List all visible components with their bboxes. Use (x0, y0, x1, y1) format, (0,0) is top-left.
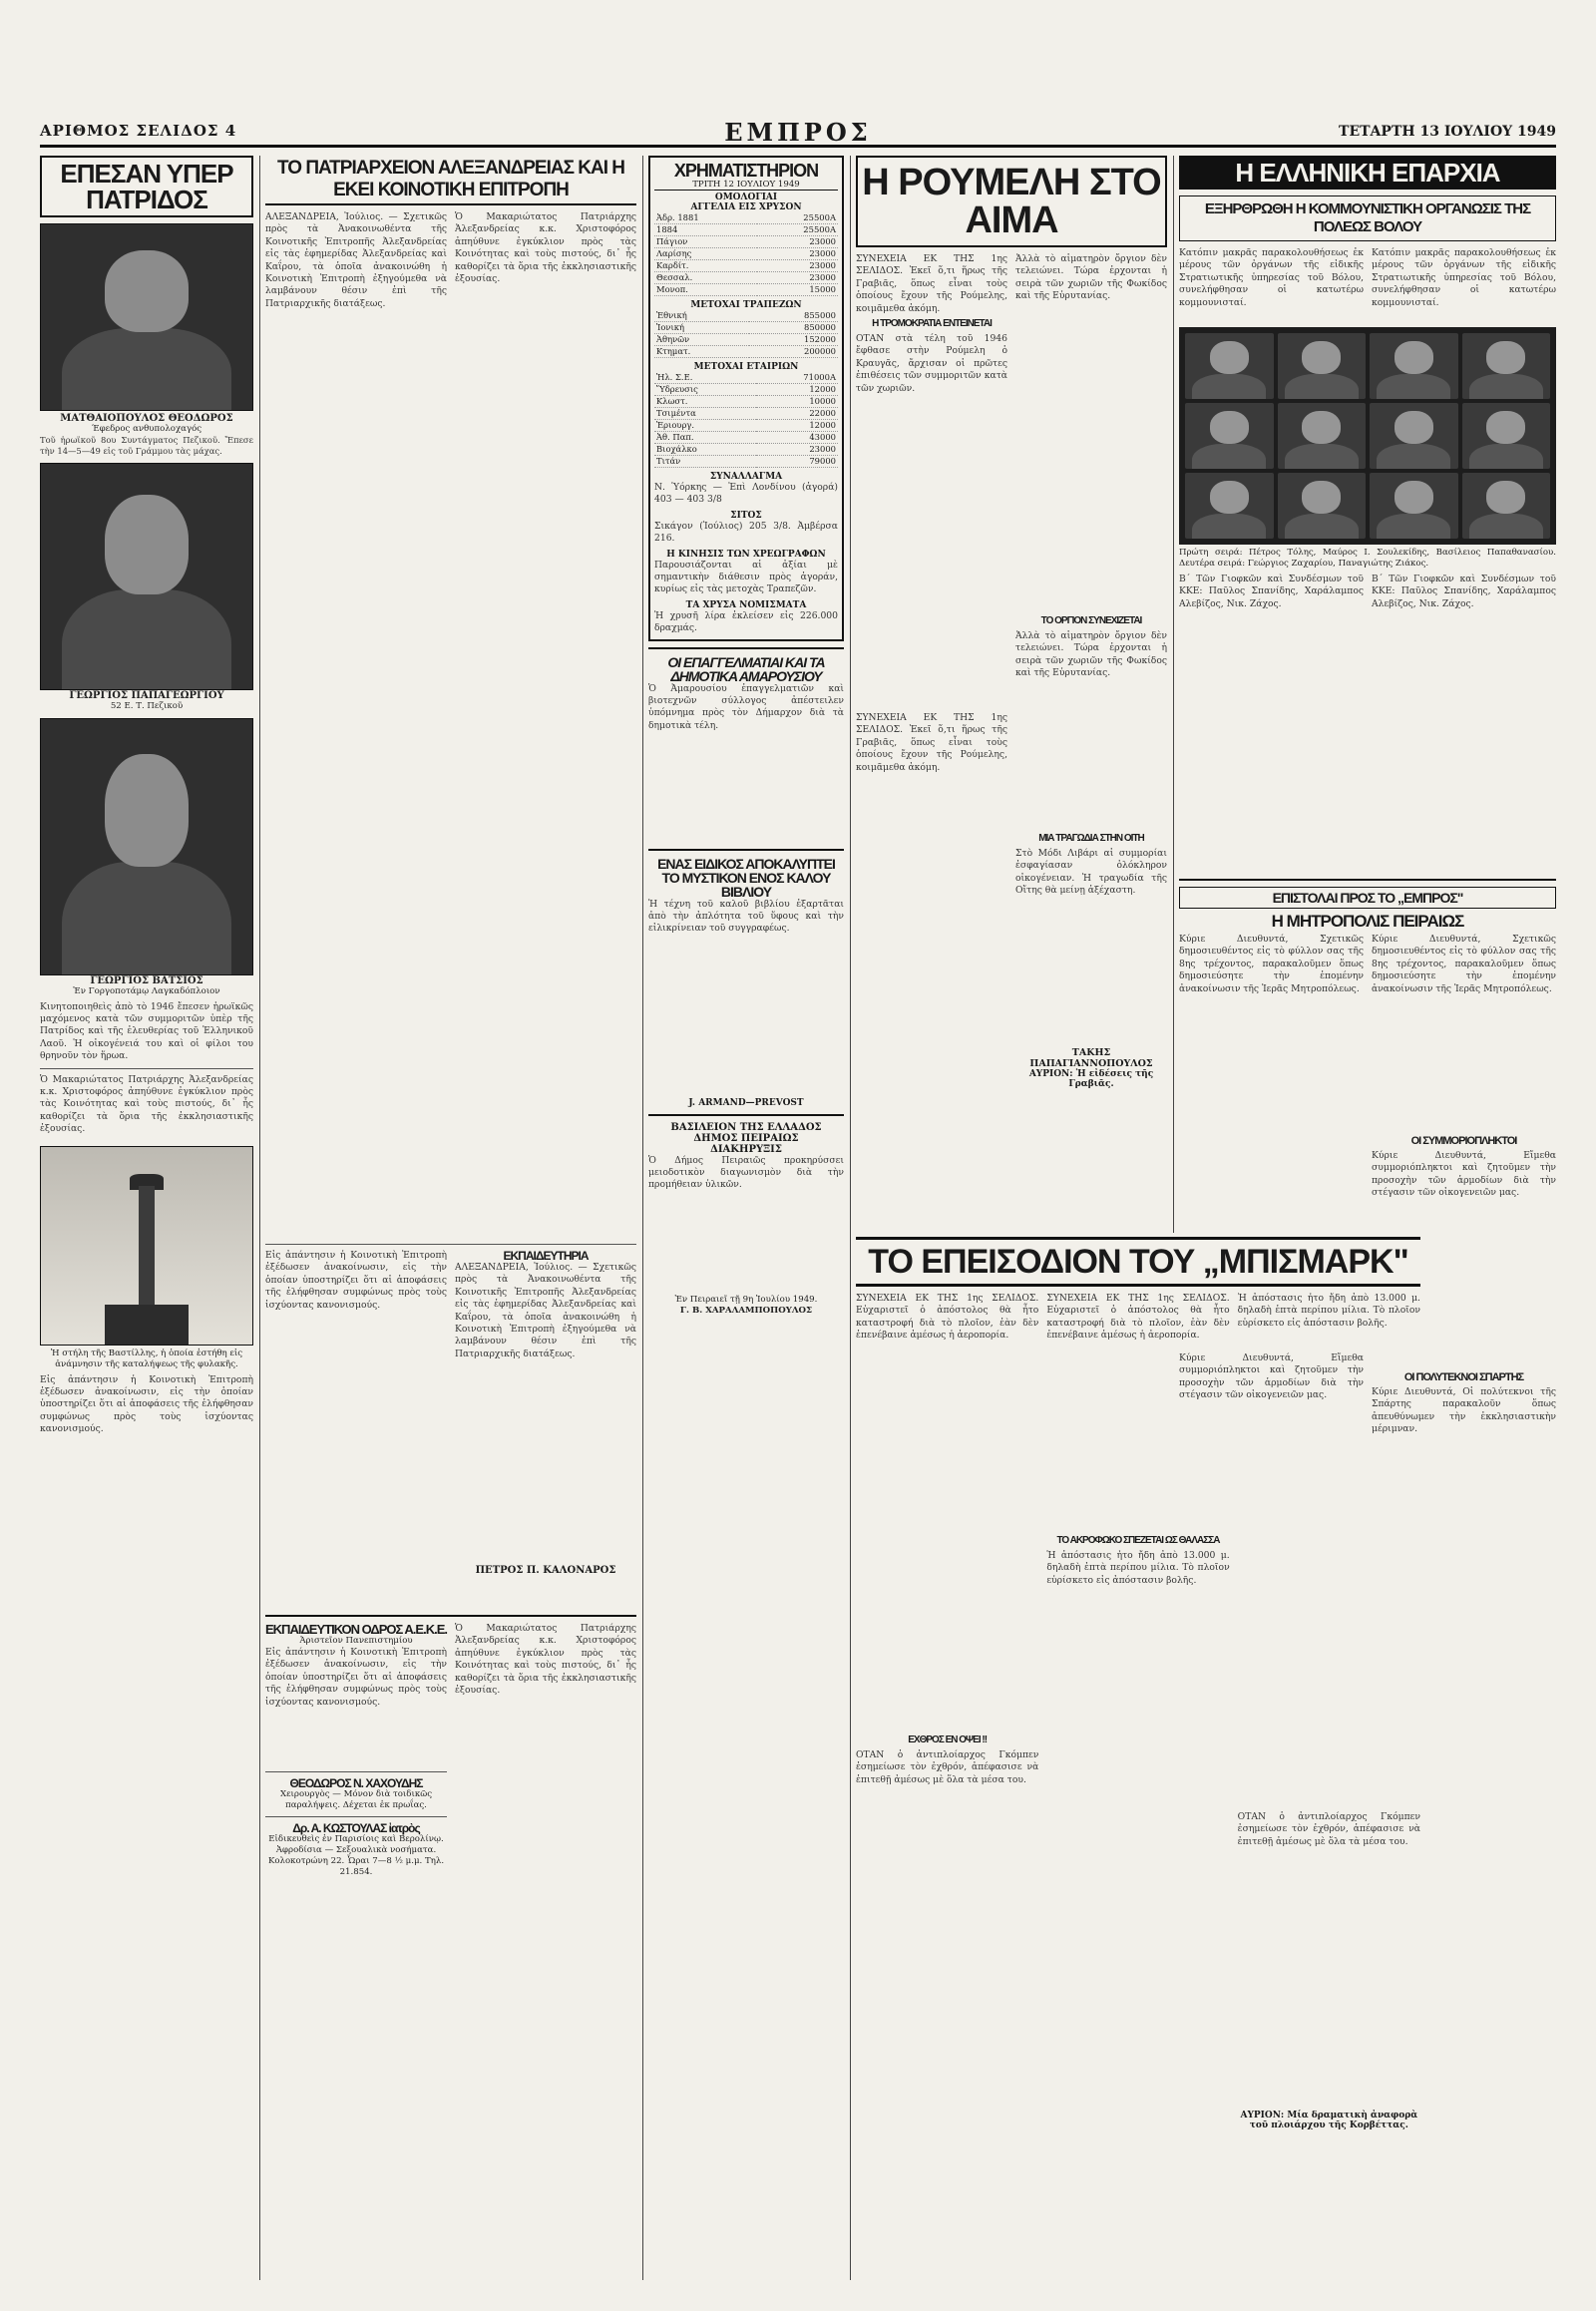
bismarck-body-2: Ἡ ἀπόστασις ἦτο ἤδη ἀπὸ 13.000 μ. δηλαδὴ ἑπτὰ περίπου μίλια. Τὸ πλοῖον εὑρίσκετο εἰς ἀπόστασιν βολῆς. (1046, 1550, 1230, 1586)
arrested-photos-caption: Πρώτη σειρά: Πέτρος Τόλης, Μαύρος Ι. Σουλεκίδης, Βασίλειος Παπαθανασίου. Δευτέρα σειρά: Γεώργιος Ζαχαρίου, Παναγιώτης Ζιάκος. (1179, 548, 1556, 569)
market-row (654, 408, 838, 420)
ad-surgeon-text: Χειρουργὸς — Μόνον διὰ τοιδικῶς παραλήψεις. Δέχεται ἐκ πρωΐας. (279, 1789, 433, 1810)
market-row-value: 71000Α (756, 372, 838, 384)
patriarchate-headline: ΤΟ ΠΑΤΡΙΑΡΧΕΙΟΝ ΑΛΕΞΑΝΔΡΕΙΑΣ ΚΑΙ Η ΕΚΕΙ ΚΟΙΝΟΤΙΚΗ ΕΠΙΤΡΟΠΗ (265, 156, 636, 205)
patriarchate-body-4: Ὁ Μακαριώτατος Πατριάρχης Ἀλεξανδρείας κ.κ. Χριστοφόρος ἀπηύθυνε ἐγκύκλιον πρὸς τὰς Κοινότητας καὶ τοὺς πιστούς, δι᾽ ἧς καθορίζει τὰ ὅρια τῆς ἐκκλησιαστικῆς ἐξουσίας. (455, 1623, 636, 1697)
rumeli-sub-1: Η ΤΡΟΜΟΚΡΑΤΙΑ ΕΝΤΕΙΝΕΤΑΙ (872, 318, 992, 330)
professionals-headline: ΟΙ ΕΠΑΓΓΕΛΜΑΤΙΑΙ ΚΑΙ ΤΑ ΔΗΜΟΤΙΚΑ ΑΜΑΡΟΥΣΙΟΥ (667, 653, 825, 684)
letter-3-body: Κύριε Διευθυντά, Οἱ πολύτεκνοι τῆς Σπάρτης παρακαλοῦν ὅπως ἀπευθύνωμεν τὴν ἐκκλησιαστικὴν μέριμναν. (1372, 1386, 1556, 1435)
market-row (654, 248, 838, 260)
market-row-label: Ἀδρ. 1881 (654, 212, 757, 224)
hero-1-rank: Έφεδρος ανθυπολοχαγός (91, 424, 202, 434)
ad-school-title: ΕΚΠΑΙΔΕΥΤΙΚΟΝ ΟΔΡΟΣ Α.Ε.Κ.Ε. (265, 1622, 447, 1637)
province-headline: Η ΕΛΛΗΝΙΚΗ ΕΠΑΡΧΙΑ (1179, 156, 1556, 190)
market-row (654, 432, 838, 444)
letter-1-headline: Η ΜΗΤΡΟΠΟΛΙΣ ΠΕΙΡΑΙΩΣ (1271, 912, 1464, 931)
market-row-value: 25500Α (757, 224, 838, 236)
company-shares-table (654, 372, 838, 468)
bastille-text: Ὁ Μακαριώτατος Πατριάρχης Ἀλεξανδρείας κ.κ. Χριστοφόρος ἀπηύθυνε ἐγκύκλιον πρὸς τὰς Κοινότητας καὶ τοὺς πιστούς, δι᾽ ἧς καθορίζει τὰ ὅρια τῆς ἐκκλησιαστικῆς ἐξουσίας. (40, 1073, 253, 1135)
bastille-text-2: Εἰς ἀπάντησιν ἡ Κοινοτικὴ Ἐπιτροπὴ ἐξέδωσεν ἀνακοίνωσιν, εἰς τὴν ὁποίαν ὑποστηρίζει ὅτι αἱ ἀποφάσεις τῆς ἐλήφθησαν συμφώνως πρὸς τοὺς ἰσχύοντας κανονισμούς. (40, 1373, 253, 1435)
exchange-rate: Ν. Ὑόρκης — Ἐπὶ Λονδίνου (ἀγορά) 403 — 403 3/8 (654, 482, 838, 506)
rumeli-body-2b: ΣΥΝΕΧΕΙΑ ΕΚ ΤΗΣ 1ης ΣΕΛΙΔΟΣ. Ἐκεῖ ὅ,τι ἥρως τῆς Γραβιᾶς, ὅπως εἶναι τοὺς ὁποίους ἔχουν τῆς Ρούμελης, κοιμᾶμεθα ἀκόμη. (856, 712, 1007, 773)
arrested-photos (1179, 327, 1556, 545)
municipality-body: Ὁ Δήμος Πειραιῶς προκηρύσσει μειοδοτικὸν διαγωνισμὸν διὰ τὴν προμήθειαν ὑλικῶν. (648, 1154, 844, 1191)
market-row (654, 384, 838, 396)
book-body: Ἡ τέχνη τοῦ καλοῦ βιβλίου ἐξαρτᾶται ἀπὸ τὴν ἀπλότητα τοῦ ὕφους καὶ τὴν εἰλικρίνειαν τοῦ συγγραφέως. (648, 898, 844, 935)
market-row (654, 236, 838, 248)
market-row-value: 15000 (757, 284, 838, 296)
municipality-date: Ἐν Πειραιεῖ τῇ 9η Ἰουλίου 1949. (674, 1294, 818, 1305)
province-subhead: ΕΞΗΡΘΡΩΘΗ Η ΚΟΜΜΟΥΝΙΣΤΙΚΗ ΟΡΓΑΝΩΣΙΣ ΤΗΣ ΠΟΛΕΩΣ ΒΟΛΟΥ (1179, 195, 1556, 241)
hero-3-rank: Ἐν Γοργοποτάμῳ Λαγκαδόπλοιον (73, 985, 220, 996)
bismarck-body-1b: ΣΥΝΕΧΕΙΑ ΕΚ ΤΗΣ 1ης ΣΕΛΙΔΟΣ. Εὐχαριστεῖ ὁ ἀπόστολος θὰ ἦτο καταστροφή διὰ τὸ πλοῖον, ἐὰν δὲν ἐπενέβαινε ἀμέσως ἡ ἀεροπορία. (1046, 1293, 1230, 1342)
market-row-label: Ἐθνική (654, 310, 749, 322)
hero-2-rank: 52 Ε. Τ. Πεζικοῦ (110, 700, 184, 711)
market-row-value: 23000 (756, 444, 838, 456)
market-row-value: 850000 (749, 322, 838, 334)
market-row-value: 23000 (757, 236, 838, 248)
bismarck-body-1: ΣΥΝΕΧΕΙΑ ΕΚ ΤΗΣ 1ης ΣΕΛΙΔΟΣ. Εὐχαριστεῖ ὁ ἀπόστολος θὰ ἦτο καταστροφή διὰ τὸ πλοῖον, ἐὰν δὲν ἐπενέβαινε ἀμέσως ἡ ἀεροπορία. (856, 1293, 1039, 1342)
hero-1-text: Τοῦ ἡρωϊκοῦ 8ου Συντάγματος Πεζικοῦ. Ἔπεσε τὴν 14—5—49 εἰς τοῦ Γράμμου τὰς μάχας. (40, 435, 253, 456)
rumeli-body-4: Στὸ Μόδι Λιβάρι αἱ συμμορίαι ἐσφαγίασαν ὁλόκληρον οἰκογένειαν. Ἡ τραγωδία τῆς Οἴτης θὰ μείνῃ ἀξέχαστη. (1015, 848, 1167, 897)
hero-photo-2 (40, 463, 253, 690)
market-row-value: 12000 (756, 384, 838, 396)
professionals-body: Ὁ Ἀμαρουσίου ἐπαγγελματιῶν καὶ βιοτεχνῶν σύλλογος ἀπέστειλεν ὑπόμνημα πρὸς τὸν Δήμαρχον διὰ τὰ δημοτικὰ τέλη. (648, 682, 844, 731)
market-row (654, 260, 838, 272)
gold-loans-heading: ΑΓΓΕΛΙΑ ΕΙΣ ΧΡΥΣΟΝ (690, 202, 802, 212)
province-body-2: Β΄ Τῶν Γιοφκῶν καὶ Συνδέσμων τοῦ ΚΚΕ: Παῦλος Σπανίδης, Χαράλαμπος Αλεβίζος, Νικ. Ζάχος. (1179, 574, 1364, 609)
heroes-body: Κινητοποιηθεὶς ἀπὸ τὸ 1946 ἔπεσεν ἡρωϊκῶς μαχόμενος κατὰ τῶν συμμοριτῶν ὑπὲρ τῆς Πατρίδος καὶ τῆς ἐλευθερίας τοῦ Ἑλληνικοῦ Λαοῦ. Ἡ οἰκογένειά του καὶ οἱ φίλοι του θρηνοῦν τὸν ἥρωα. (40, 1000, 253, 1062)
column-market (648, 156, 844, 2280)
market-row (654, 224, 838, 236)
paper-name: ΕΜΠΡΟΣ (724, 118, 872, 147)
market-row-label: Λαρίσης (654, 248, 757, 260)
bonds-heading: ΟΜΟΛΟΓΙΑΙ (714, 193, 778, 202)
market-row-label: Βιοχάλκο (654, 444, 756, 456)
column-heroes (40, 156, 253, 2280)
bank-shares-table (654, 310, 838, 358)
letter-2-body: Κύριε Διευθυντά, Εἴμεθα συμμοριόπληκτοι καὶ ζητοῦμεν τὴν προσοχὴν τῶν ἁρμοδίων διὰ τὴν στέγασιν τῶν οἰκογενειῶν μας. (1372, 1150, 1556, 1199)
letter-3-headline: ΟΙ ΠΟΛΥΤΕΚΝΟΙ ΣΠΑΡΤΗΣ (1403, 1371, 1524, 1383)
market-row-value: 152000 (749, 334, 838, 346)
gold-coins-text: Ἡ χρυσῆ λίρα ἐκλείσεν εἰς 226.000 δραχμάς. (654, 609, 838, 634)
hero-3-name: ΓΕΩΡΓΙΟΣ ΒΑΤΣΙΟΣ (90, 974, 203, 986)
province-body-2b: Β΄ Τῶν Γιοφκῶν καὶ Συνδέσμων τοῦ ΚΚΕ: Παῦλος Σπανίδης, Χαράλαμπος Αλεβίζος, Νικ. Ζάχος. (1372, 574, 1556, 609)
market-row-label: Κλωστ. (654, 396, 756, 408)
hero-1-name: ΜΑΤΘΑΙΟΠΟΥΛΟΣ ΘΕΟΔΩΡΟΣ (60, 413, 233, 424)
market-row-label: Ἰονική (654, 322, 749, 334)
stock-exchange-title: ΧΡΗΜΑΤΙΣΤΗΡΙΟΝ (673, 161, 819, 181)
gold-coins-heading: ΤΑ ΧΡΥΣΑ ΝΟΜΙΣΜΑΤΑ (685, 599, 807, 610)
education-subhead: ΕΚΠΑΙΔΕΥΤΗΡΙΑ (503, 1249, 589, 1263)
rumeli-body-3b: Ἀλλὰ τὸ αἱματηρὸν ὄργιον δὲν τελειώνει. Τώρα ἐρχονται ἡ σειρὰ τῶν χωριῶν τῆς Φωκίδος καὶ τῆς Εὐρυτανίας. (1015, 630, 1167, 679)
bastille-monument-image (40, 1146, 253, 1346)
market-row (654, 212, 838, 224)
bismarck-body-3b: ΟΤΑΝ ὁ ἀντιπλοίαρχος Γκόμπεν ἐσημείωσε τὸν ἐχθρόν, ἀπέφασισε νὰ ἐπιτεθῇ ἀμέσως μὲ ὅλα τὰ μέσα του. (1237, 1811, 1420, 1847)
column-province (1179, 156, 1556, 2280)
market-row (654, 456, 838, 468)
wheat-heading: ΣΙΤΟΣ (730, 510, 762, 521)
market-row-label: Ὕδρευσις (654, 384, 756, 396)
kingdom-label: ΒΑΣΙΛΕΙΟΝ ΤΗΣ ΕΛΛΑΔΟΣ (670, 1121, 822, 1133)
letter-2-headline: ΟΙ ΣΥΜΜΟΡΙΟΠΛΗΚΤΟΙ (1410, 1135, 1517, 1147)
province-body-1b: Κατόπιν μακρᾶς παρακολουθήσεως ἐκ μέρους τῶν ὀργάνων τῆς εἰδικῆς Στρατιωτικῆς ὑπηρεσίας τοῦ Βόλου, συνελήφθησαν οἱ κατωτέρω κομμουνισταί. (1372, 247, 1556, 308)
patriarchate-body-3: Εἰς ἀπάντησιν ἡ Κοινοτικὴ Ἐπιτροπὴ ἐξέδωσεν ἀνακοίνωσιν, εἰς τὴν ὁποίαν ὑποστηρίζει ὅτι αἱ ἀποφάσεις τῆς ἐλήφθησαν συμφώνως πρὸς τοὺς ἰσχύοντας κανονισμούς. (265, 1250, 447, 1311)
bismarck-headline: ΤΟ ΕΠΕΙΣΟΔΙΟΝ ΤΟΥ „ΜΠΙΣΜΑΡΚ" (856, 1237, 1420, 1287)
letters-box-title: ΕΠΙΣΤΟΛΑΙ ΠΡΟΣ ΤΟ „ΕΜΠΡΟΣ" (1179, 887, 1556, 909)
rumeli-body-2: ΟΤΑΝ στὰ τέλη τοῦ 1946 ἔφθασε στὴν Ρούμελη ὁ Κραυγᾶς, ἄρχισαν οἱ πρῶτες ἐπιθέσεις τῶν συμμοριτῶν κατὰ τῶν χωριῶν. (856, 333, 1007, 394)
bank-shares-heading: ΜΕΤΟΧΑΙ ΤΡΑΠΕΖΩΝ (690, 300, 802, 310)
market-row-label: Ἐριουργ. (654, 420, 756, 432)
ad-surgeon-title: ΘΕΟΔΩΡΟΣ Ν. ΧΑΧΟΥΔΗΣ (289, 1776, 423, 1790)
market-row-label: Μονοπ. (654, 284, 757, 296)
rumeli-body-3: Ἀλλὰ τὸ αἱματηρὸν ὄργιον δὲν τελειώνει. Τώρα ἐρχονται ἡ σειρὰ τῶν χωριῶν τῆς Φωκίδος καὶ τῆς Εὐρυτανίας. (1015, 253, 1167, 302)
hero-photo-3 (40, 718, 253, 975)
market-row-label: Τσιμέντα (654, 408, 756, 420)
stock-exchange-date: ΤΡΙΤΗ 12 ΙΟΥΛΙΟΥ 1949 (654, 180, 838, 191)
hero-photo-1 (40, 223, 253, 411)
monument-caption: Ἡ στήλη τῆς Βαστίλλης, ἡ ὁποία ἐστήθη εἰς ἀνάμνησιν τῆς καταλήψεως τῆς φυλακῆς. (50, 1348, 243, 1369)
market-row-label: Ἀθ. Παπ. (654, 432, 756, 444)
letter-1-body: Κύριε Διευθυντά, Σχετικῶς δημοσιευθέντος εἰς τὸ φύλλον σας τῆς 8ης τρέχοντος, παρακαλοῦμεν ὅπως δημοσιεύσητε τὴν ἐπομένην ἀνακοίνωσιν τῆς Ἱερᾶς Μητροπόλεως. (1179, 934, 1364, 994)
market-row (654, 444, 838, 456)
market-row-label: Ἀθηνῶν (654, 334, 749, 346)
book-headline: ΕΝΑΣ ΕΙΔΙΚΟΣ ΑΠΟΚΑΛΥΠΤΕΙ ΤΟ ΜΥΣΤΙΚΟΝ ΕΝΟΣ ΚΑΛΟΥ ΒΙΒΛΙΟΥ (657, 855, 835, 900)
exchange-heading: ΣΥΝΑΛΛΑΓΜΑ (709, 472, 783, 482)
market-row (654, 396, 838, 408)
market-row-value: 43000 (756, 432, 838, 444)
market-row (654, 322, 838, 334)
rumeli-body-1: ΣΥΝΕΧΕΙΑ ΕΚ ΤΗΣ 1ης ΣΕΛΙΔΟΣ. Ἐκεῖ ὅ,τι ἥρως τῆς Γραβιᾶς, ὅπως εἶναι τοὺς ὁποίους ἔχουν τῆς Ρούμελης, κοιμᾶμεθα ἀκόμη. (856, 253, 1007, 314)
market-row-label: 1884 (654, 224, 757, 236)
market-row-label: Τιτάν (654, 456, 756, 468)
education-body: ΑΛΕΞΑΝΔΡΕΙΑ, Ἰούλιος. — Σχετικῶς πρὸς τὰ Ἀνακοινωθέντα τῆς Κοινοτικῆς Ἐπιτροπῆς Ἀλεξανδρείας εἰς τὰς ἐφημερίδας Ἀλεξανδρείας καὶ Καΐρου, τὰ ὁποῖα ἀνακοινώθη ἡ Κοινοτικὴ Ἐπιτροπὴ ἐξηγούμεθα νὰ λαμβάνουν θέσιν ἐπὶ τῆς Πατριαρχικῆς διατάξεως. (455, 1262, 636, 1359)
rumeli-sub-2: ΤΟ ΟΡΓΙΟΝ ΣΥΝΕΧΙΖΕΤΑΙ (1040, 615, 1142, 626)
company-shares-heading: ΜΕΤΟΧΑΙ ΕΤΑΙΡΙΩΝ (693, 362, 799, 372)
market-row-value: 10000 (756, 396, 838, 408)
column-patriarchate (265, 156, 636, 2280)
market-row (654, 346, 838, 358)
page-label: ΑΡΙΘΜΟΣ ΣΕΛΙΔΟΣ 4 (40, 122, 237, 140)
securities-text: Παρουσιάζονται αἱ ἀξίαι μὲ σημαντικὴν διάθεσιν πρὸς ἀγοράν, κυρίως εἰς τὰς μετοχὰς Τραπεζῶν. (654, 559, 838, 595)
market-row-value: 200000 (749, 346, 838, 358)
letter-1-body-c: Κύριε Διευθυντά, Σχετικῶς δημοσιευθέντος εἰς τὸ φύλλον σας τῆς 8ης τρέχοντος, παρακαλοῦμεν ὅπως δημοσιεύσητε τὴν ἐπομένην ἀνακοίνωσιν τῆς Ἱερᾶς Μητροπόλεως. (1372, 934, 1556, 994)
market-row-value: 855000 (749, 310, 838, 322)
heroes-headline: ΕΠΕΣΑΝ ΥΠΕΡ ΠΑΤΡΙΔΟΣ (40, 156, 253, 217)
patriarchate-body-1: ΑΛΕΞΑΝΔΡΕΙΑ, Ἰούλιος. — Σχετικῶς πρὸς τὰ Ἀνακοινωθέντα τῆς Κοινοτικῆς Ἐπιτροπῆς Ἀλεξανδρείας εἰς τὰς ἐφημερίδας Ἀλεξανδρείας καὶ Καΐρου, τὰ ὁποῖα ἀνακοινώθη ἡ Κοινοτικὴ Ἐπιτροπὴ ἐξηγούμεθα νὰ λαμβάνουν θέσιν ἐπὶ τῆς Πατριαρχικῆς διατάξεως. (265, 211, 447, 309)
market-row (654, 284, 838, 296)
rumeli-next: ΑΥΡΙΟΝ: Ἡ εἰδέσεις τῆς Γραβιᾶς. (1028, 1069, 1154, 1089)
market-row-value: 25500Α (757, 212, 838, 224)
market-row (654, 272, 838, 284)
book-byline: J. ARMAND—PREVOST (688, 1097, 804, 1108)
hero-2-name: ΓΕΩΡΓΙΟΣ ΠΑΠΑΓΕΩΡΓΙΟΥ (69, 689, 224, 701)
letter-1-body-b: Κύριε Διευθυντά, Εἴμεθα συμμοριόπληκτοι καὶ ζητοῦμεν τὴν προσοχὴν τῶν ἁρμοδίων διὰ τὴν στέγασιν τῶν οἰκογενειῶν μας. (1179, 1352, 1364, 1401)
ad-school-body: Εἰς ἀπάντησιν ἡ Κοινοτικὴ Ἐπιτροπὴ ἐξέδωσεν ἀνακοίνωσιν, εἰς τὴν ὁποίαν ὑποστηρίζει ὅτι αἱ ἀποφάσεις τῆς ἐλήφθησαν συμφώνως πρὸς τοὺς ἰσχύοντας κανονισμούς. (265, 1647, 447, 1708)
market-row (654, 334, 838, 346)
market-row-label: Κτηματ. (654, 346, 749, 358)
market-row-value: 23000 (757, 272, 838, 284)
market-row-value: 79000 (756, 456, 838, 468)
issue-date: ΤΕΤΑΡΤΗ 13 ΙΟΥΛΙΟΥ 1949 (1339, 124, 1556, 140)
market-row-value: 12000 (756, 420, 838, 432)
rumeli-sub-3: ΜΙΑ ΤΡΑΓΩΔΙΑ ΣΤΗΝ ΟΙΤΗ (1038, 833, 1144, 844)
wheat-text: Σικάγον (Ἰούλιος) 205 3/8. Ἀμβέρσα 216. (654, 520, 838, 545)
bismarck-next: ΑΥΡΙΟΝ: Μία δραματικὴ ἀναφορὰ τοῦ πλοιάρχου τῆς Κορβέττας. (1240, 2111, 1418, 2130)
masthead (40, 118, 1556, 148)
province-body-1: Κατόπιν μακρᾶς παρακολουθήσεως ἐκ μέρους τῶν ὀργάνων τῆς εἰδικῆς Στρατιωτικῆς ὑπηρεσίας τοῦ Βόλου, συνελήφθησαν οἱ κατωτέρω κομμουνισταί. (1179, 247, 1364, 308)
market-row (654, 372, 838, 384)
column-rumeli (856, 156, 1167, 1228)
bismarck-body-2b: Ἡ ἀπόστασις ἦτο ἤδη ἀπὸ 13.000 μ. δηλαδὴ ἑπτὰ περίπου μίλια. Τὸ πλοῖον εὑρίσκετο εἰς ἀπόστασιν βολῆς. (1237, 1293, 1420, 1329)
municipality-label: ΔΗΜΟΣ ΠΕΙΡΑΙΩΣ (693, 1132, 799, 1144)
municipality-signature: Γ. Β. ΧΑΡΑΛΑΜΠΟΠΟΥΛΟΣ (679, 1305, 813, 1316)
market-row-label: Καρδίτ. (654, 260, 757, 272)
rumeli-byline: ΤΑΚΗΣ ΠΑΠΑΓΙΑΝΝΟΠΟΥΛΟΣ (1029, 1047, 1153, 1069)
market-row (654, 420, 838, 432)
securities-heading: Η ΚΙΝΗΣΙΣ ΤΩΝ ΧΡΕΩΓΡΑΦΩΝ (666, 549, 826, 560)
ad-doctor-title: Δρ. Α. ΚΩΣΤΟΥΛΑΣ ἰατρὸς (292, 1821, 420, 1835)
bismarck-body-3: ΟΤΑΝ ὁ ἀντιπλοίαρχος Γκόμπεν ἐσημείωσε τὸν ἐχθρόν, ἀπέφασισε νὰ ἐπιτεθῇ ἀμέσως μὲ ὅλα τὰ μέσα του. (856, 1749, 1039, 1785)
bonds-table (654, 212, 838, 296)
market-row-label: Πάγιον (654, 236, 757, 248)
ad-school-text: Ἀριστεῖον Πανεπιστημίου (299, 1636, 413, 1646)
proclamation-label: ΔΙΑΚΗΡΥΞΙΣ (710, 1143, 782, 1155)
patriarchate-byline: ΠΕΤΡΟΣ Π. ΚΑΛΟΝΑΡΟΣ (475, 1565, 616, 1576)
market-row-value: 23000 (757, 248, 838, 260)
market-row-value: 22000 (756, 408, 838, 420)
market-row-value: 23000 (757, 260, 838, 272)
market-row-label: Ἠλ. Σ.Ε. (654, 372, 756, 384)
patriarchate-body-2: Ὁ Μακαριώτατος Πατριάρχης Ἀλεξανδρείας κ.κ. Χριστοφόρος ἀπηύθυνε ἐγκύκλιον πρὸς τὰς Κοινότητας καὶ τοὺς πιστούς, δι᾽ ἧς καθορίζει τὰ ὅρια τῆς ἐκκλησιαστικῆς ἐξουσίας. (455, 211, 636, 285)
ad-doctor-text: Εἰδικευθεὶς ἐν Παρισίοις καὶ Βερολίνῳ. Ἀφροδίσια — Σεξουαλικὰ νοσήματα. Κολοκοτρώνη 22. Ὧραι 7—8 ½ μ.μ. Τηλ. 21.854. (267, 1834, 445, 1877)
rumeli-headline: Η ΡΟΥΜΕΛΗ ΣΤΟ ΑΙΜΑ (856, 156, 1167, 247)
market-row (654, 310, 838, 322)
bismarck-sub-2: ΕΧΘΡΟΣ ΕΝ ΟΨΕΙ !! (908, 1734, 988, 1745)
market-row-label: Θεσσαλ. (654, 272, 757, 284)
bismarck-sub-1: ΤΟ ΑΚΡΟΦΩΚΟ ΣΠΕΖΕΤΑΙ ΩΣ ΘΑΛΑΣΣΑ (1056, 1535, 1220, 1546)
